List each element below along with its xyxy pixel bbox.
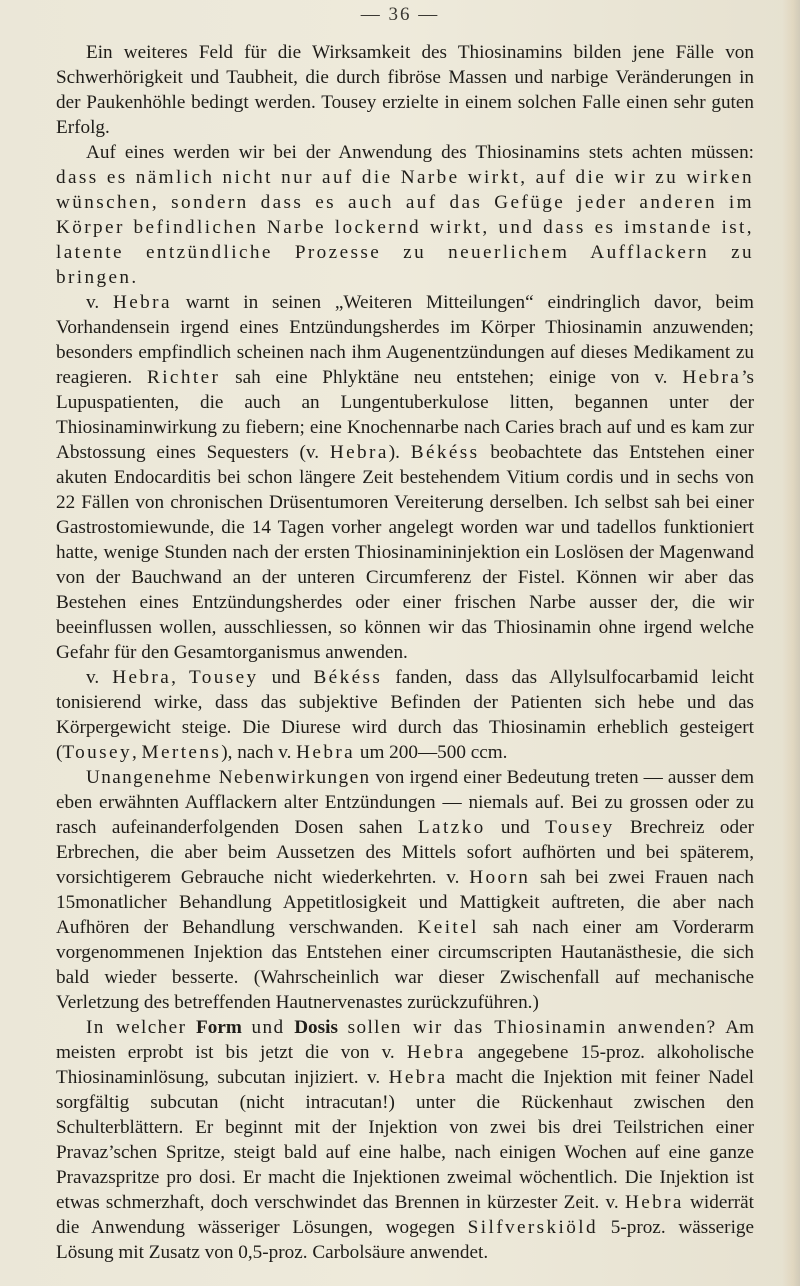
text-run: widerrät die Anwendung wässeriger Lösungen, wogegen xyxy=(56,1192,754,1238)
text-run: ). xyxy=(388,442,411,463)
bold-keyword: Dosis xyxy=(294,1017,338,1038)
paragraph-6 xyxy=(56,1015,754,1265)
paragraph-1-text: Ein weiteres Feld für die Wirksamkeit des Thiosinamins bilden jene Fälle von Schwerhörigkeit und Taubheit, die durch fibröse Massen und narbige Veränderungen in der Paukenhöhle bedingt werden. Tousey erzielte in einem solchen Falle einen sehr guten Erfolg. xyxy=(56,42,754,138)
author-name: Hebra xyxy=(112,667,172,688)
text-run: von irgend einer Bedeutung treten — ausser dem eben erwähnten Aufflackern alter Entzündungen — niemals auf. Bei zu grossen oder zu rasch aufeinanderfolgenden Dosen sahen xyxy=(56,767,754,838)
text-run: und xyxy=(485,817,546,838)
author-name: Keitel xyxy=(417,917,479,938)
author-name: Hebra xyxy=(406,1042,466,1063)
author-name: Hebra xyxy=(296,742,356,763)
body-text xyxy=(56,40,754,1265)
paragraph-1 xyxy=(56,40,754,140)
author-name: Hebra xyxy=(329,442,389,463)
text-run: ’s Lupuspatienten, die auch an Lungentuberkulose litten, begannen unter der Thiosinaminwirkung zu fiebern; eine Knochennarbe nach Caries brach auf und es kam zur Abstossung eines Sequesters (v. xyxy=(56,367,754,463)
text-run: Am meisten erprobt ist bis jetzt die von v. xyxy=(56,1017,755,1063)
text-run: v. xyxy=(86,292,113,313)
bold-keyword: Form xyxy=(196,1017,242,1038)
author-name: Hebra xyxy=(682,367,742,388)
text-run: beobachtete das Entstehen einer akuten Endocarditis bei schon längere Zeit bestehendem Vitium cordis und in sechs von 22 Fällen von chronischen Drüsentumoren Vereiterung derselben. Ich selbst sah bei einer Gastrostomiewunde, die 14 Tagen vorher angelegt worden war und tadellos funktioniert hatte, wenige Stunden nach der ersten Thiosinamininjektion ein Loslösen der Magenwand von der Bauchwand an der unteren Circumferenz der Fistel. Können wir aber das Bestehen eines Entzündungsherdes oder einer frischen Narbe ausser der, die wir beeinflussen wollen, ausschliessen, so können wir das Thiosinamin ohne irgend welche Gefahr für den Gesamtorganismus anwenden. xyxy=(56,442,754,663)
paragraph-2-lead: Auf eines werden wir bei der Anwendung des Thiosinamins stets achten müssen: xyxy=(86,142,754,163)
author-name: Hebra xyxy=(388,1067,448,1088)
author-name: Hoorn xyxy=(469,867,531,888)
text-run: und xyxy=(258,667,314,688)
paragraph-2 xyxy=(56,140,754,290)
text-run: , xyxy=(171,667,189,688)
text-run: sah eine Phlyktäne neu entstehen; einige von v. xyxy=(220,367,683,388)
text-run: sah bei zwei Frauen nach 15monatlicher Behandlung Appetitlosigkeit und Mattigkeit auftreten, die aber nach Aufhören der Behandlung verschwanden. xyxy=(56,867,754,938)
author-name: Tousey xyxy=(545,817,615,838)
author-name: Silfverskiöld xyxy=(467,1217,598,1238)
text-run: warnt in seinen „Weiteren Mitteilungen“ eindringlich davor, beim Vorhandensein irgend eines Entzündungsherdes im Körper Thiosinamin anzuwenden; besonders empfindlich scheinen nach ihm Augenentzündungen auf dieses Medikament zu reagieren. xyxy=(56,292,754,388)
text-run: fanden, dass das Allylsulfocarbamid leicht tonisierend wirke, dass das subjektive Befinden der Patienten sich hebe und das Körpergewicht steige. Die Diurese wird durch das Thiosinamin erheblich gesteigert ( xyxy=(56,667,754,763)
section-emphasis: In welcher xyxy=(86,1017,187,1038)
author-name: Hebra xyxy=(624,1192,684,1213)
author-name: Tousey xyxy=(62,742,132,763)
text-run: Brechreiz oder Erbrechen, die aber beim Aussetzen des Mittels sofort aufhörten und bei späterem, vorsichtigerem Gebrauche nicht wiederkehrten. v. xyxy=(56,817,754,888)
text-run: v. xyxy=(86,667,113,688)
page-number: — 36 — xyxy=(360,4,440,25)
paragraph-4 xyxy=(56,665,754,765)
text-run: macht die Injektion mit feiner Nadel sorgfältig subcutan (nicht intracutan!) unter die Rückenhaut zwischen den Schulterblättern. Er beginnt mit der Injektion von zwei bis drei Teilstrichen einer Pravaz’schen Spritze, steigt bald auf eine halbe, nach einigen Wochen auf eine ganze Pravazspritze pro dosi. Er macht die Injektionen zweimal wöchentlich. Die Injektion ist etwas schmerzhaft, doch verschwindet das Brennen in kürzester Zeit. v. xyxy=(56,1067,754,1213)
author-name: Richter xyxy=(147,367,221,388)
text-run: ), nach v. xyxy=(221,742,297,763)
text-run: angegebene 15-proz. alkoholische Thiosinaminlösung, subcutan injiziert. v. xyxy=(56,1042,755,1088)
author-name: Tousey xyxy=(188,667,259,688)
author-name: Békéss xyxy=(313,667,383,688)
paragraph-5 xyxy=(56,765,754,1015)
paragraph-3 xyxy=(56,290,754,665)
text-run: , xyxy=(131,742,142,763)
section-emphasis: sollen wir das Thiosinamin anwenden? xyxy=(347,1017,717,1038)
author-name: Békéss xyxy=(410,442,480,463)
paragraph-2-emphasis: dass es nämlich nicht nur auf die Narbe wirkt, auf die wir zu wirken wünschen, sondern dass es auch auf das Gefüge jeder anderen im Körper befindlichen Narbe lockernd wirkt, und dass es imstande ist, latente entzündliche Prozesse zu neuerlichem Aufflackern zu bringen. xyxy=(56,167,754,288)
text-run: um 200—500 ccm. xyxy=(355,742,508,763)
author-name: Hebra xyxy=(113,292,172,313)
author-name: Latzko xyxy=(417,817,486,838)
page-edge-shadow xyxy=(782,0,800,1286)
section-emphasis: und xyxy=(251,1017,285,1038)
text-run: sah nach einer am Vorderarm vorgenommenen Injektion das Entstehen einer circumscripten Hautanästhesie, die sich bald wieder besserte. (Wahrscheinlich war dieser Zwischenfall auf mechanische Verletzung des betreffenden Hautnervenastes zurückzuführen.) xyxy=(56,917,755,1013)
author-name: Mertens xyxy=(141,742,222,763)
text-run: 5-proz. wässerige Lösung mit Zusatz von 0,5-proz. Carbolsäure anwendet. xyxy=(56,1217,755,1263)
section-emphasis: Unangenehme Nebenwirkungen xyxy=(86,767,371,788)
